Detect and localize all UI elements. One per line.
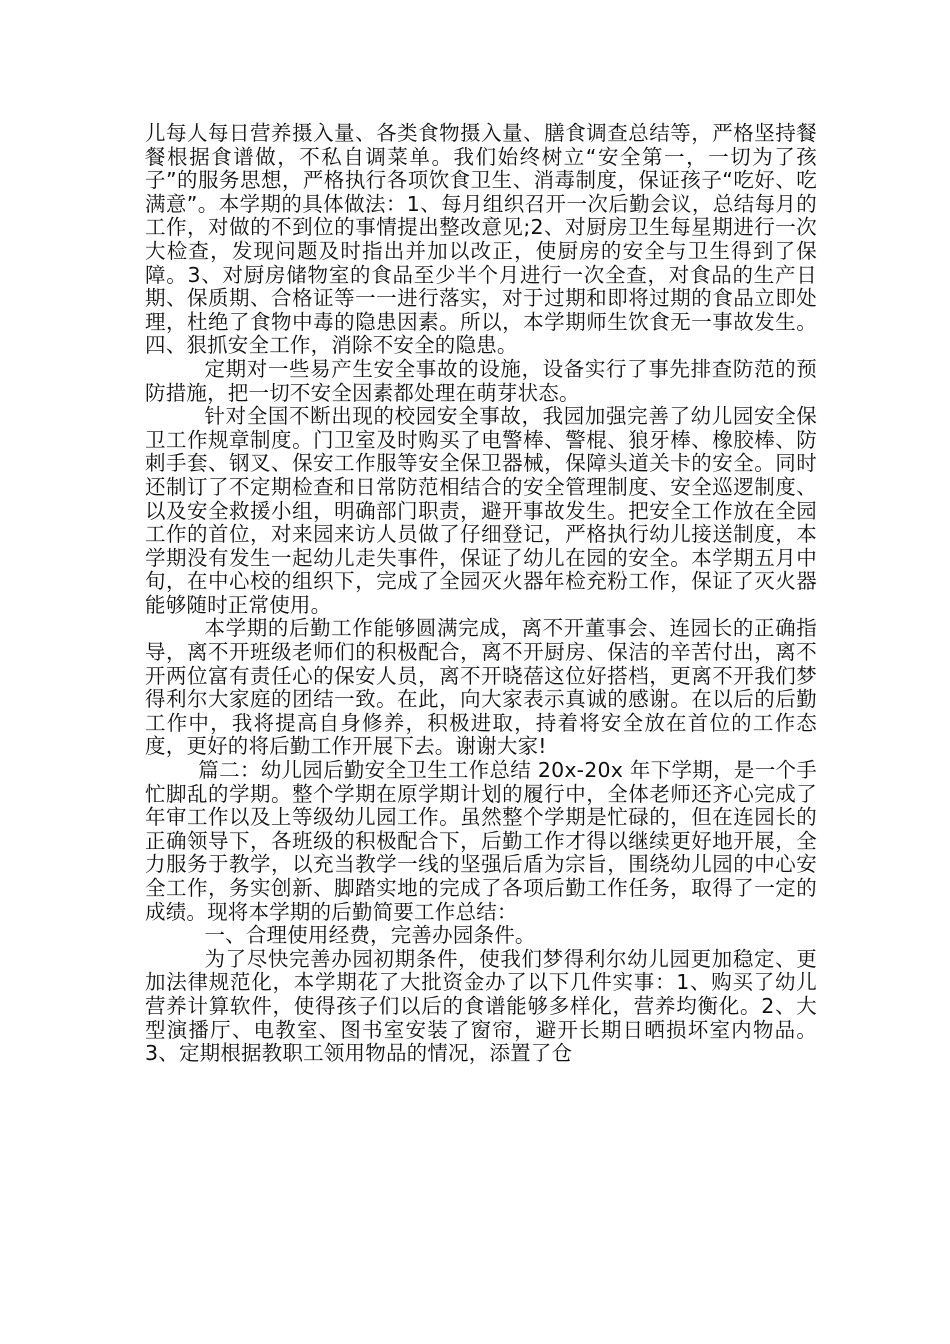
paragraph-security-measures: 针对全国不断出现的校园安全事故，我园加强完善了幼儿园安全保卫工作规章制度。门卫室及时购买了电警棒、警棍、狼牙棒、橡胶棒、防刺手套、钢叉、保安工作服等安全保卫器械，保障头道关卡的安全。同时还制订了不定期检查和日常防范相结合的安全管理制度、安全巡逻制度、以及安全救援小组，明确部门职责，避开事故发生。把安全工作放在全园工作的首位，对来园来访人员做了仔细登记，严格执行幼儿接送制度，本学期没有发生一起幼儿走失事件，保证了幼儿在园的安全。本学期五月中旬，在中心校的组织下，完成了全园灭火器年检充粉工作，保证了灭火器能够随时正常使用。 [145,404,817,617]
paragraph-funding-details: 为了尽快完善办园初期条件，使我们梦得利尔幼儿园更加稳定、更加法律规范化，本学期花了大批资金办了以下几件实事：1、购买了幼儿营养计算软件，使得孩子们以后的食谱能够多样化，营养均衡化。2、大型演播厅、电教室、图书室安装了窗帘，避开长期日晒损坏室内物品。3、定期根据教职工领用物品的情况，添置了仓 [145,946,817,1066]
section-heading-funding: 一、合理使用经费，完善办园条件。 [204,923,536,948]
document-body [145,122,817,1066]
paragraph-acknowledgements: 本学期的后勤工作能够圆满完成，离不开董事会、连园长的正确指导，离不开班级老师们的积极配合，离不开厨房、保洁的辛苦付出，离不开两位富有责任心的保安人员，离不开晓蓓这位好搭档，更离不开我们梦得利尔大家庭的团结一致。在此，向大家表示真诚的感谢。在以后的后勤工作中，我将提高自身修养，积极进取，持着将安全放在首位的工作态度，更好的将后勤工作开展下去。谢谢大家! [145,616,817,759]
paragraph-part-two-intro: 篇二：幼儿园后勤安全卫生工作总结 20x-20x 年下学期，是一个手忙脚乱的学期。整个学期在原学期计划的履行中，全体老师还齐心完成了年审工作以及上等级幼儿园工作。虽然整个学期是忙碌的，但在连园长的正确领导下，各班级的积极配合下，后勤工作才得以继续更好地开展，全力服务于教学，以充当教学一线的坚强后盾为宗旨，围绕幼儿园的中心安全工作，务实创新、脚踏实地的完成了各项后勤工作任务，取得了一定的成绩。现将本学期的后勤简要工作总结： [145,758,817,924]
paragraph-diet-safety: 儿每人每日营养摄入量、各类食物摄入量、膳食调查总结等，严格坚持餐餐根据食谱做，不私自调菜单。我们始终树立“安全第一，一切为了孩子”的服务思想，严格执行各项饮食卫生、消毒制度，保证孩子“吃好、吃满意”。本学期的具体做法：1、每月组织召开一次后勤会议，总结每月的工作，对做的不到位的事情提出整改意见;2、对厨房卫生每星期进行一次大检查，发现问题及时指出并加以改正，使厨房的安全与卫生得到了保障。3、对厨房储物室的食品至少半个月进行一次全查，对食品的生产日期、保质期、合格证等一一进行落实，对于过期和即将过期的食品立即处理，杜绝了食物中毒的隐患因素。所以，本学期师生饮食无一事故发生。四、狠抓安全工作，消除不安全的隐患。 [145,121,817,358]
paragraph-facility-inspection: 定期对一些易产生安全事故的设施，设备实行了事先排查防范的预防措施，把一切不安全因素都处理在萌芽状态。 [145,356,817,405]
